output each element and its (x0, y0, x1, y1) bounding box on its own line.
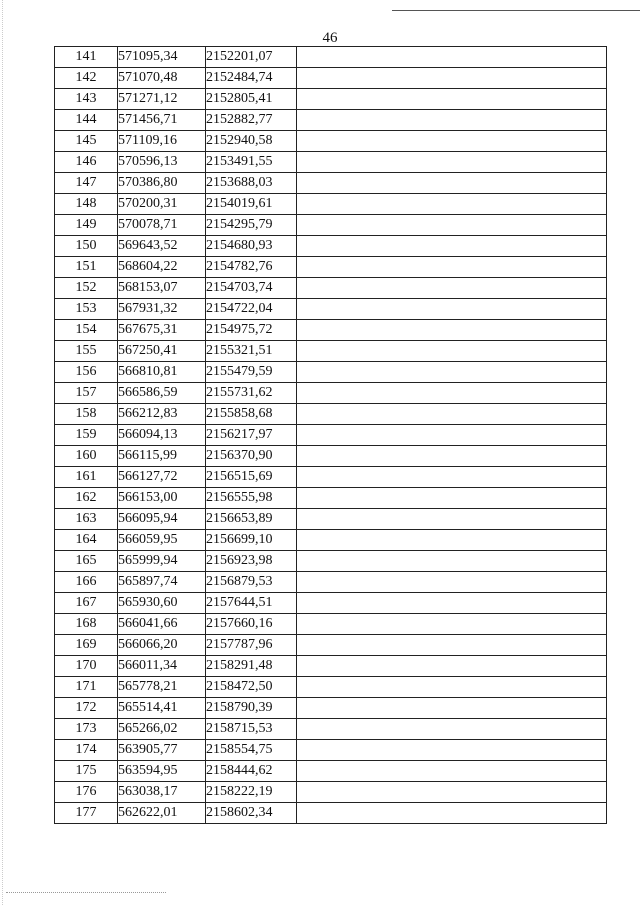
y-coordinate-cell: 2154782,76 (206, 257, 297, 278)
blank-cell (297, 467, 607, 488)
point-number-cell: 141 (55, 47, 118, 68)
blank-cell (297, 152, 607, 173)
blank-cell (297, 614, 607, 635)
blank-cell (297, 635, 607, 656)
y-coordinate-cell: 2155731,62 (206, 383, 297, 404)
table-row (55, 404, 607, 425)
y-coordinate-cell: 2158444,62 (206, 761, 297, 782)
point-number-cell: 171 (55, 677, 118, 698)
x-coordinate-cell: 571095,34 (118, 47, 206, 68)
y-coordinate-cell: 2156370,90 (206, 446, 297, 467)
blank-cell (297, 593, 607, 614)
y-coordinate-cell: 2157644,51 (206, 593, 297, 614)
table-row (55, 446, 607, 467)
blank-cell (297, 677, 607, 698)
y-coordinate-cell: 2153491,55 (206, 152, 297, 173)
y-coordinate-cell: 2156699,10 (206, 530, 297, 551)
point-number-cell: 170 (55, 656, 118, 677)
x-coordinate-cell: 565778,21 (118, 677, 206, 698)
point-number-cell: 145 (55, 131, 118, 152)
x-coordinate-cell: 566041,66 (118, 614, 206, 635)
y-coordinate-cell: 2152805,41 (206, 89, 297, 110)
y-coordinate-cell: 2152940,58 (206, 131, 297, 152)
x-coordinate-cell: 568153,07 (118, 278, 206, 299)
table-row (55, 194, 607, 215)
point-number-cell: 162 (55, 488, 118, 509)
point-number-cell: 153 (55, 299, 118, 320)
table-row (55, 425, 607, 446)
table-row (55, 278, 607, 299)
x-coordinate-cell: 569643,52 (118, 236, 206, 257)
y-coordinate-cell: 2158790,39 (206, 698, 297, 719)
point-number-cell: 174 (55, 740, 118, 761)
blank-cell (297, 761, 607, 782)
scan-edge-line (392, 10, 640, 11)
table-row (55, 173, 607, 194)
blank-cell (297, 740, 607, 761)
y-coordinate-cell: 2158222,19 (206, 782, 297, 803)
point-number-cell: 149 (55, 215, 118, 236)
x-coordinate-cell: 571070,48 (118, 68, 206, 89)
point-number-cell: 166 (55, 572, 118, 593)
x-coordinate-cell: 571271,12 (118, 89, 206, 110)
table-row (55, 47, 607, 68)
blank-cell (297, 89, 607, 110)
blank-cell (297, 173, 607, 194)
x-coordinate-cell: 571456,71 (118, 110, 206, 131)
point-number-cell: 144 (55, 110, 118, 131)
table-row (55, 215, 607, 236)
blank-cell (297, 803, 607, 824)
table-row (55, 761, 607, 782)
point-number-cell: 147 (55, 173, 118, 194)
x-coordinate-cell: 563038,17 (118, 782, 206, 803)
table-row (55, 467, 607, 488)
table-row (55, 299, 607, 320)
blank-cell (297, 110, 607, 131)
point-number-cell: 151 (55, 257, 118, 278)
point-number-cell: 175 (55, 761, 118, 782)
x-coordinate-cell: 566094,13 (118, 425, 206, 446)
point-number-cell: 160 (55, 446, 118, 467)
page-number: 46 (322, 30, 338, 46)
x-coordinate-cell: 566127,72 (118, 467, 206, 488)
blank-cell (297, 320, 607, 341)
blank-cell (297, 383, 607, 404)
y-coordinate-cell: 2158602,34 (206, 803, 297, 824)
x-coordinate-cell: 571109,16 (118, 131, 206, 152)
x-coordinate-cell: 570386,80 (118, 173, 206, 194)
blank-cell (297, 215, 607, 236)
table-row (55, 803, 607, 824)
point-number-cell: 173 (55, 719, 118, 740)
point-number-cell: 143 (55, 89, 118, 110)
y-coordinate-cell: 2154722,04 (206, 299, 297, 320)
blank-cell (297, 404, 607, 425)
y-coordinate-cell: 2156217,97 (206, 425, 297, 446)
y-coordinate-cell: 2158472,50 (206, 677, 297, 698)
coordinates-table (54, 46, 607, 824)
x-coordinate-cell: 565897,74 (118, 572, 206, 593)
point-number-cell: 164 (55, 530, 118, 551)
x-coordinate-cell: 566212,83 (118, 404, 206, 425)
point-number-cell: 159 (55, 425, 118, 446)
table-row (55, 740, 607, 761)
x-coordinate-cell: 567675,31 (118, 320, 206, 341)
y-coordinate-cell: 2157787,96 (206, 635, 297, 656)
point-number-cell: 177 (55, 803, 118, 824)
x-coordinate-cell: 568604,22 (118, 257, 206, 278)
point-number-cell: 156 (55, 362, 118, 383)
y-coordinate-cell: 2156555,98 (206, 488, 297, 509)
x-coordinate-cell: 566153,00 (118, 488, 206, 509)
table-row (55, 509, 607, 530)
y-coordinate-cell: 2152484,74 (206, 68, 297, 89)
table-row (55, 362, 607, 383)
table-row (55, 131, 607, 152)
point-number-cell: 142 (55, 68, 118, 89)
table-row (55, 320, 607, 341)
table-row (55, 110, 607, 131)
table-row (55, 551, 607, 572)
table-row (55, 782, 607, 803)
point-number-cell: 150 (55, 236, 118, 257)
blank-cell (297, 299, 607, 320)
blank-cell (297, 341, 607, 362)
blank-cell (297, 194, 607, 215)
y-coordinate-cell: 2157660,16 (206, 614, 297, 635)
y-coordinate-cell: 2155479,59 (206, 362, 297, 383)
table-row (55, 656, 607, 677)
y-coordinate-cell: 2152201,07 (206, 47, 297, 68)
blank-cell (297, 656, 607, 677)
y-coordinate-cell: 2154019,61 (206, 194, 297, 215)
table-row (55, 614, 607, 635)
point-number-cell: 157 (55, 383, 118, 404)
coordinates-table-body (55, 47, 607, 824)
point-number-cell: 165 (55, 551, 118, 572)
x-coordinate-cell: 565266,02 (118, 719, 206, 740)
y-coordinate-cell: 2155858,68 (206, 404, 297, 425)
y-coordinate-cell: 2158291,48 (206, 656, 297, 677)
y-coordinate-cell: 2154703,74 (206, 278, 297, 299)
blank-cell (297, 530, 607, 551)
y-coordinate-cell: 2154680,93 (206, 236, 297, 257)
y-coordinate-cell: 2154975,72 (206, 320, 297, 341)
y-coordinate-cell: 2155321,51 (206, 341, 297, 362)
point-number-cell: 163 (55, 509, 118, 530)
x-coordinate-cell: 566095,94 (118, 509, 206, 530)
y-coordinate-cell: 2152882,77 (206, 110, 297, 131)
point-number-cell: 146 (55, 152, 118, 173)
point-number-cell: 167 (55, 593, 118, 614)
table-row (55, 488, 607, 509)
x-coordinate-cell: 567250,41 (118, 341, 206, 362)
x-coordinate-cell: 570200,31 (118, 194, 206, 215)
table-row (55, 68, 607, 89)
blank-cell (297, 68, 607, 89)
x-coordinate-cell: 565930,60 (118, 593, 206, 614)
x-coordinate-cell: 566115,99 (118, 446, 206, 467)
table-row (55, 236, 607, 257)
y-coordinate-cell: 2153688,03 (206, 173, 297, 194)
table-row (55, 257, 607, 278)
blank-cell (297, 47, 607, 68)
blank-cell (297, 551, 607, 572)
table-row (55, 677, 607, 698)
x-coordinate-cell: 566059,95 (118, 530, 206, 551)
table-row (55, 89, 607, 110)
x-coordinate-cell: 565999,94 (118, 551, 206, 572)
scan-edge-dots (2, 0, 4, 905)
table-row (55, 593, 607, 614)
point-number-cell: 148 (55, 194, 118, 215)
y-coordinate-cell: 2156653,89 (206, 509, 297, 530)
blank-cell (297, 278, 607, 299)
point-number-cell: 169 (55, 635, 118, 656)
point-number-cell: 154 (55, 320, 118, 341)
x-coordinate-cell: 565514,41 (118, 698, 206, 719)
x-coordinate-cell: 566810,81 (118, 362, 206, 383)
blank-cell (297, 257, 607, 278)
scan-footer-mark (6, 892, 166, 894)
point-number-cell: 152 (55, 278, 118, 299)
point-number-cell: 155 (55, 341, 118, 362)
blank-cell (297, 509, 607, 530)
point-number-cell: 172 (55, 698, 118, 719)
blank-cell (297, 782, 607, 803)
x-coordinate-cell: 567931,32 (118, 299, 206, 320)
table-row (55, 719, 607, 740)
x-coordinate-cell: 562622,01 (118, 803, 206, 824)
blank-cell (297, 446, 607, 467)
x-coordinate-cell: 566011,34 (118, 656, 206, 677)
x-coordinate-cell: 563594,95 (118, 761, 206, 782)
point-number-cell: 161 (55, 467, 118, 488)
blank-cell (297, 131, 607, 152)
blank-cell (297, 425, 607, 446)
point-number-cell: 176 (55, 782, 118, 803)
table-row (55, 383, 607, 404)
blank-cell (297, 719, 607, 740)
x-coordinate-cell: 570078,71 (118, 215, 206, 236)
table-row (55, 698, 607, 719)
x-coordinate-cell: 566586,59 (118, 383, 206, 404)
point-number-cell: 168 (55, 614, 118, 635)
y-coordinate-cell: 2154295,79 (206, 215, 297, 236)
blank-cell (297, 698, 607, 719)
blank-cell (297, 362, 607, 383)
table-row (55, 530, 607, 551)
table-row (55, 152, 607, 173)
y-coordinate-cell: 2156879,53 (206, 572, 297, 593)
y-coordinate-cell: 2158715,53 (206, 719, 297, 740)
x-coordinate-cell: 570596,13 (118, 152, 206, 173)
x-coordinate-cell: 566066,20 (118, 635, 206, 656)
point-number-cell: 158 (55, 404, 118, 425)
table-row (55, 572, 607, 593)
blank-cell (297, 236, 607, 257)
y-coordinate-cell: 2156515,69 (206, 467, 297, 488)
x-coordinate-cell: 563905,77 (118, 740, 206, 761)
table-row (55, 341, 607, 362)
blank-cell (297, 488, 607, 509)
blank-cell (297, 572, 607, 593)
y-coordinate-cell: 2156923,98 (206, 551, 297, 572)
y-coordinate-cell: 2158554,75 (206, 740, 297, 761)
table-row (55, 635, 607, 656)
